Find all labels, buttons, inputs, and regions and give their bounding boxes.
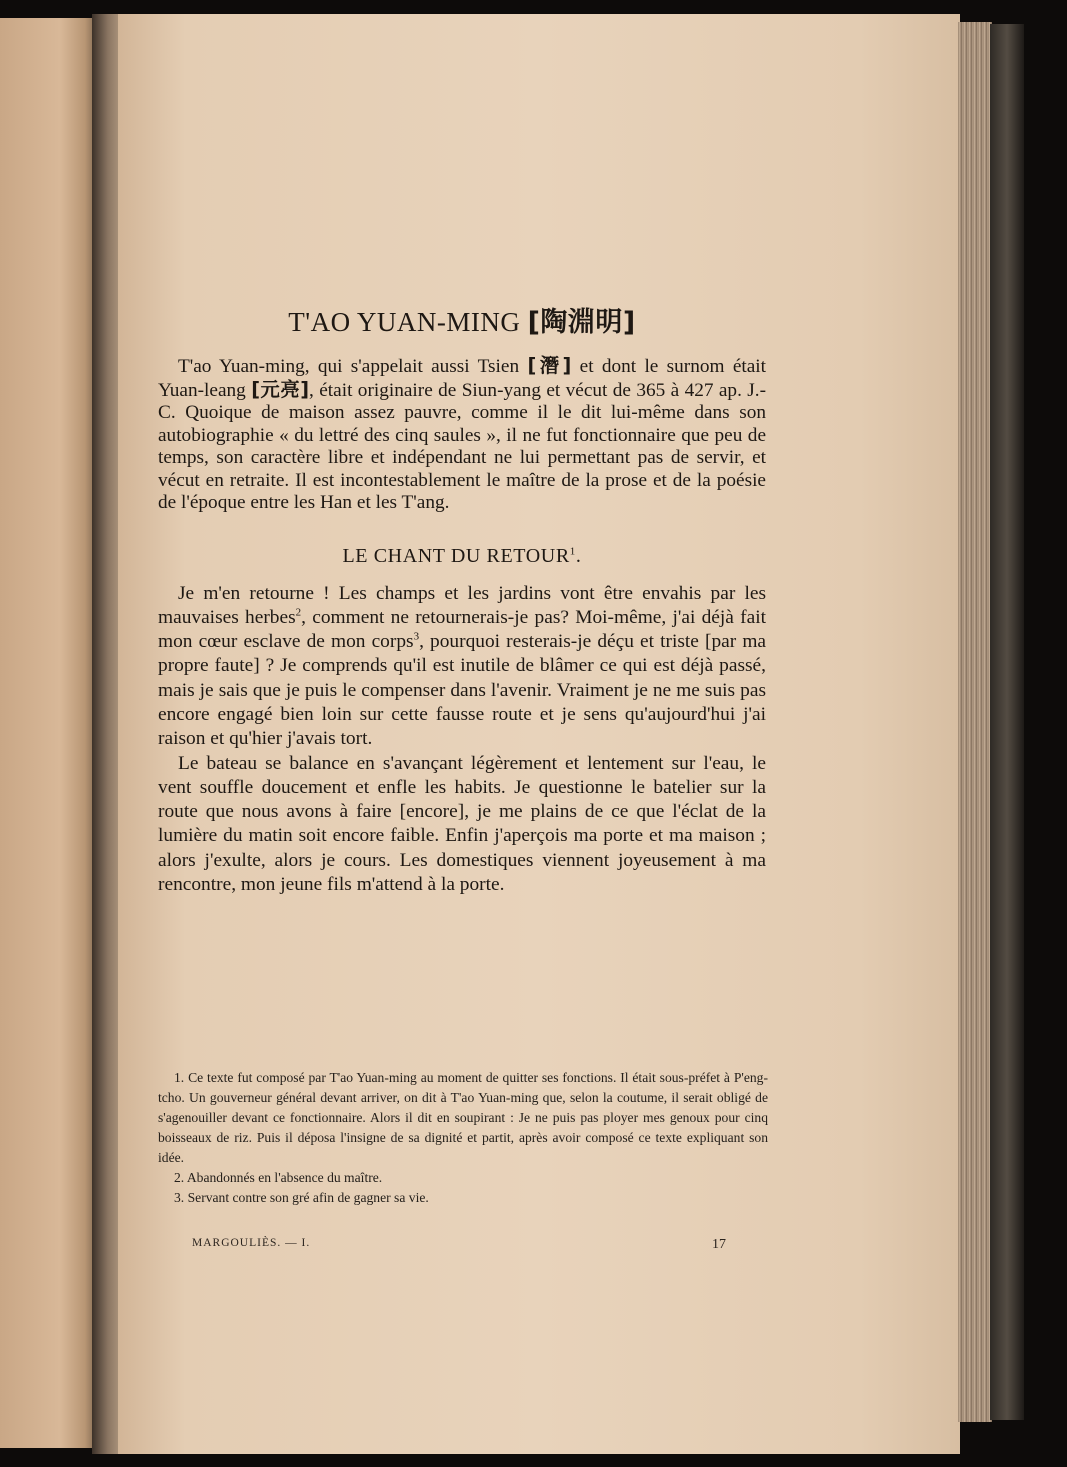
section-footnote-ref: 1 bbox=[569, 544, 576, 557]
page-content bbox=[158, 300, 766, 897]
body-p1-part-2: , comment ne retournerais-je pas? Moi-même, j'ai déjà fait mon cœur esclave de mon corps bbox=[158, 606, 766, 653]
page-title bbox=[158, 300, 766, 339]
left-page-edge bbox=[0, 18, 100, 1448]
footnote-1: 1. Ce texte fut composé par T'ao Yuan-ming au moment de quitter ses fonctions. Il était sous-préfet à P'eng-tcho. Un gouverneur général devant arriver, on dit à T'ao Yuan-ming que, selon la coutume, il serait obligé de s'agenouiller devant ce fonctionnaire. Alors il dit en soupirant : Je ne puis pas ployer mes genoux pour cinq boisseaux de riz. Puis il déposa l'insigne de sa dignité et partit, après avoir composé ce texte expliquant son idée. bbox=[158, 1070, 768, 1165]
footer-signature: MARGOULIÈS. — I. bbox=[192, 1237, 311, 1249]
page-number: 17 bbox=[712, 1237, 726, 1252]
title-latin: T'AO YUAN-MING bbox=[288, 307, 521, 337]
intro-text-a: T'ao Yuan-ming, qui s'appelait aussi Tsien bbox=[178, 356, 528, 377]
footnote-2: 2. Abandonnés en l'absence du maître. bbox=[174, 1170, 383, 1185]
intro-chinese-tsien: [潛] bbox=[527, 354, 572, 377]
section-title-period: . bbox=[575, 544, 582, 567]
footnote-3: 3. Servant contre son gré afin de gagner sa vie. bbox=[174, 1190, 429, 1205]
book-cover bbox=[990, 24, 1024, 1420]
section-title bbox=[158, 545, 766, 568]
section-title-text: LE CHANT DU RETOUR bbox=[342, 544, 570, 567]
footnote-ref-2: 2 bbox=[295, 606, 302, 619]
intro-paragraph bbox=[158, 355, 766, 515]
intro-chinese-yuan-leang: [元亮] bbox=[251, 377, 310, 401]
intro-text-b: et dont le surnom était Yuan-leang bbox=[158, 356, 767, 401]
footnote-ref-3: 3 bbox=[413, 630, 420, 643]
title-chinese: [陶淵明] bbox=[527, 307, 636, 338]
page-edges bbox=[958, 22, 992, 1422]
body-p1-part-3: , pourquoi resterais-je déçu et triste [par ma propre faute] ? Je comprends qu'il est inutile de blâmer ce qui est déjà passé, mais je sais que je puis le compenser dans l'avenir. Vraiment je ne me suis pas encore engagé bien loin sur cette fausse route et je sens qu'aujourd'hui j'ai raison et qu'hier j'avais tort. bbox=[158, 631, 767, 750]
body-p1-part-1: Je m'en retourne ! Les champs et les jardins vont être envahis par les mauvaises herbes bbox=[158, 582, 766, 628]
page-footer bbox=[192, 1237, 732, 1252]
body-paragraph-1 bbox=[158, 582, 766, 752]
intro-text-c: , était originaire de Siun-yang et vécut de 365 à 427 ap. J.-C. Quoique de maison assez pauvre, comme il le dit lui-même dans son autobiographie « du lettré des cinq saules », il ne fut fonctionnaire que peu de temps, son caractère libre et indépendant ne lui permettant pas de servir, et vécut en retraite. Il est incontestablement le maître de la prose et de la poésie de l'époque entre les Han et les T'ang. bbox=[158, 379, 767, 513]
footnotes bbox=[158, 1068, 768, 1208]
body-paragraph-2: Le bateau se balance en s'avançant légèrement et lentement sur l'eau, le vent souffle doucement et enfle les habits. Je questionne le batelier sur la route que nous avons à faire [encore], je me plains de ce que l'éclat de la lumière du matin soit encore faible. Enfin j'aperçois ma porte et ma maison ; alors j'exulte, alors je cours. Les domestiques viennent joyeusement à ma rencontre, mon jeune fils m'attend à la porte. bbox=[158, 752, 766, 896]
